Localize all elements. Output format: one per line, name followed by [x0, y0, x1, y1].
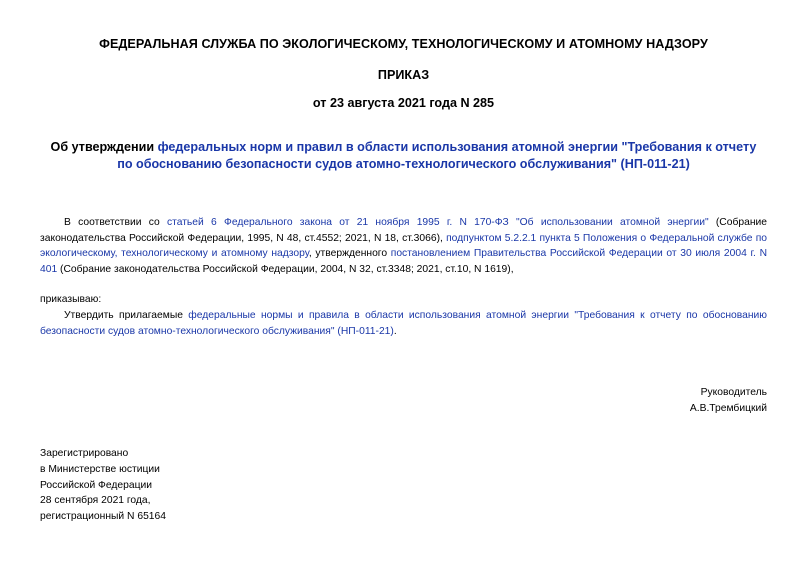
signer-name: А.В.Трембицкий	[689, 403, 767, 414]
document-title	[44, 139, 763, 173]
title-prefix: Об утверждении	[50, 140, 158, 154]
order-word: приказываю:	[40, 294, 102, 305]
document-type-heading: ПРИКАЗ	[377, 68, 430, 82]
registration-line: регистрационный N 65164	[40, 511, 166, 523]
registration-block	[40, 446, 166, 525]
approved-norms-link[interactable]: федеральные нормы и правила в области использования атомной энергии "Требования к отчету по обоснованию безопасности судов атомно-технологического обслуживания" (НП-011-21)	[40, 310, 767, 337]
federal-law-link[interactable]: статьей 6 Федерального закона от 21 ноября 1995 г. N 170-ФЗ "Об использовании атомной энергии"	[166, 217, 709, 228]
registration-line: Зарегистрировано	[40, 448, 129, 459]
order-text-2: .	[393, 325, 397, 337]
preamble-text-1: В соответствии со	[64, 217, 167, 228]
registration-line: Российской Федерации	[40, 479, 152, 491]
order-paragraph	[40, 308, 767, 339]
regulation-subpoint-link[interactable]: подпунктом 5.2.2.1 пункта 5 Положения о Федеральной службе по экологическому, технологическому и атомному надзору	[40, 232, 767, 260]
preamble-text-4: (Собрание законодательства Российской Федерации, 2004, N 32, ст.3348; 2021, ст.10, N 1619),	[57, 264, 514, 276]
order-text-1: Утвердить прилагаемые	[64, 310, 189, 321]
registration-line: 28 сентября 2021 года,	[40, 495, 151, 507]
document-date-number: от 23 августа 2021 года N 285	[312, 96, 495, 110]
registration-line: в Министерстве юстиции	[40, 463, 160, 475]
signer-position: Руководитель	[700, 387, 767, 398]
signature-block	[690, 385, 767, 417]
preamble-paragraph	[40, 215, 767, 278]
preamble-text-2: (Собрание законодательства Российской Федерации, 1995, N 48, ст.4552; 2021, N 18, ст.3066),	[40, 217, 767, 244]
agency-heading: ФЕДЕРАЛЬНАЯ СЛУЖБА ПО ЭКОЛОГИЧЕСКОМУ, ТЕХНОЛОГИЧЕСКОМУ И АТОМНОМУ НАДЗОРУ	[99, 37, 708, 51]
government-decree-link[interactable]: постановлением Правительства Российской Федерации от 30 июля 2004 г. N 401	[40, 248, 768, 276]
preamble-text-3: , утвержденного	[308, 248, 391, 260]
title-norms-link[interactable]: федеральных норм и правил в области использования атомной энергии "Требования к отчету по обоснованию безопасности судов атомно-технологического обслуживания" (НП-011-21)	[117, 140, 757, 171]
